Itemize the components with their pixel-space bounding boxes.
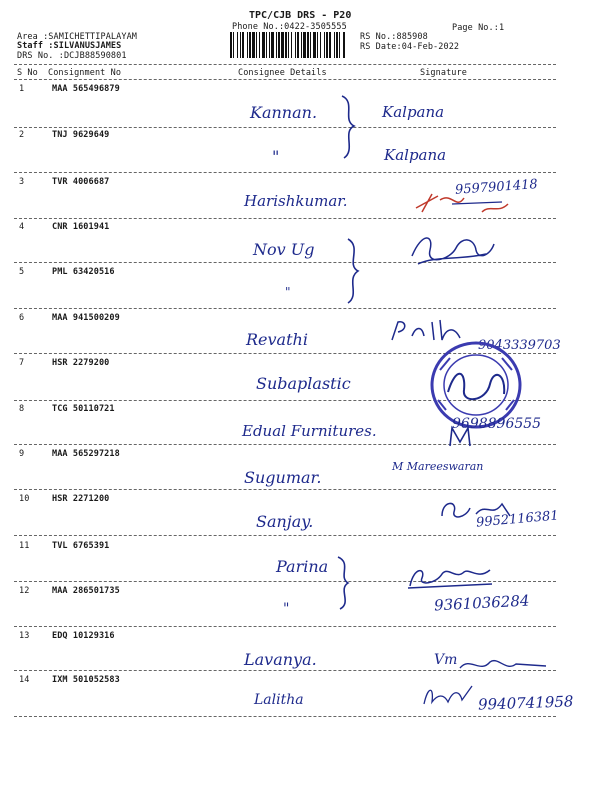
row-6-signature: 9043339703 xyxy=(478,338,561,353)
col-consignee: Consignee Details xyxy=(238,68,327,78)
rs-number: RS No.:885908 xyxy=(360,32,428,42)
row-14-consignment: IXM 501052583 xyxy=(52,675,120,685)
row-divider xyxy=(14,489,556,490)
staff-label: Staff :SILVANUSJAMES xyxy=(17,41,122,51)
row-4-sno: 4 xyxy=(19,222,25,232)
brace-mark xyxy=(334,553,356,613)
row-6-sno: 6 xyxy=(19,313,25,323)
col-consignment: Consignment No xyxy=(48,68,122,78)
col-sno: S No xyxy=(17,68,38,78)
row-5-consignee: " xyxy=(285,285,291,299)
row-1-consignee: Kannan. xyxy=(250,103,318,122)
row-8-consignment: TCG 50110721 xyxy=(52,404,115,414)
row-13-sno: 13 xyxy=(19,631,30,641)
row-divider xyxy=(14,626,556,627)
row-3-signature: 9597901418 xyxy=(454,177,539,198)
row-14-signature-scribble xyxy=(420,680,476,710)
row-11-consignment: TVL 6765391 xyxy=(52,541,110,551)
row-divider xyxy=(14,535,556,536)
row-13-signature: Vm xyxy=(434,652,458,668)
row-9-consignee: Sugumar. xyxy=(244,468,322,487)
row-7-consignment: HSR 2279200 xyxy=(52,358,110,368)
row-12-signature-scribble xyxy=(404,562,494,592)
row-14-consignee: Lalitha xyxy=(254,692,304,708)
row-1-consignment: MAA 565496879 xyxy=(52,84,120,94)
row-11-consignee: Parina xyxy=(276,557,329,576)
row-2-sno: 2 xyxy=(19,130,25,140)
row-8-sno: 8 xyxy=(19,404,25,414)
row-7-consignee: Subaplastic xyxy=(256,374,351,393)
row-2-signature: Kalpana xyxy=(384,146,447,164)
row-8-consignee: Edual Furnitures. xyxy=(242,422,377,440)
row-3-consignment: TVR 4006687 xyxy=(52,177,110,187)
row-divider xyxy=(14,127,556,128)
area-label: Area :SAMICHETTIPALAYAM xyxy=(17,32,138,42)
row-14-signature: 9940741958 xyxy=(477,692,574,714)
row-12-sno: 12 xyxy=(19,586,30,596)
row-12-signature: 9361036284 xyxy=(433,591,530,615)
phone-number: Phone No.:0422-3505555 xyxy=(232,22,347,32)
columns-divider xyxy=(14,79,556,80)
row-3-signature-scribble xyxy=(412,190,512,220)
row-13-signature-scribble xyxy=(458,654,548,678)
row-2-consignee: " xyxy=(272,147,280,166)
row-6-consignee: Revathi xyxy=(246,330,308,349)
row-5-sno: 5 xyxy=(19,267,25,277)
col-signature: Signature xyxy=(420,68,467,78)
row-13-consignee: Lavanya. xyxy=(244,650,317,669)
row-10-signature: 9952116381 xyxy=(475,508,560,531)
row-8-signature-scribble xyxy=(446,424,486,450)
row-10-sno: 10 xyxy=(19,494,30,504)
footer-divider xyxy=(14,716,556,717)
row-9-signature: M Mareeswaran xyxy=(392,460,484,473)
row-3-sno: 3 xyxy=(19,177,25,187)
row-10-consignee: Sanjay. xyxy=(256,512,314,531)
row-11-sno: 11 xyxy=(19,541,30,551)
row-1-sno: 1 xyxy=(19,84,25,94)
page-number: Page No.:1 xyxy=(452,23,505,33)
row-12-consignment: MAA 286501735 xyxy=(52,586,120,596)
brace-mark xyxy=(338,92,360,162)
row-14-sno: 14 xyxy=(19,675,30,685)
row-4-consignee: Nov Ug xyxy=(253,240,315,259)
row-9-sno: 9 xyxy=(19,449,25,459)
brace-mark xyxy=(342,235,364,307)
drs-number: DRS No. :DCJB88590801 xyxy=(17,51,127,61)
row-divider xyxy=(14,308,556,309)
drs-title: TPC/CJB DRS - P20 xyxy=(249,10,352,21)
row-13-consignment: EDQ 10129316 xyxy=(52,631,115,641)
row-7-sno: 7 xyxy=(19,358,25,368)
row-10-consignment: HSR 2271200 xyxy=(52,494,110,504)
row-12-consignee: " xyxy=(283,601,290,617)
row-2-consignment: TNJ 9629649 xyxy=(52,130,110,140)
header-divider xyxy=(14,64,556,65)
row-5-consignment: PML 63420516 xyxy=(52,267,115,277)
barcode-icon xyxy=(229,32,347,58)
row-9-consignment: MAA 565297218 xyxy=(52,449,120,459)
row-4-consignment: CNR 1601941 xyxy=(52,222,110,232)
row-6-consignment: MAA 941500209 xyxy=(52,313,120,323)
row-1-signature: Kalpana xyxy=(382,103,445,121)
row-divider xyxy=(14,172,556,173)
row-8-signature: 9698896555 xyxy=(452,416,542,432)
row-3-consignee: Harishkumar. xyxy=(244,192,348,210)
row-4-signature-scribble xyxy=(404,226,500,272)
rs-date: RS Date:04-Feb-2022 xyxy=(360,42,460,52)
